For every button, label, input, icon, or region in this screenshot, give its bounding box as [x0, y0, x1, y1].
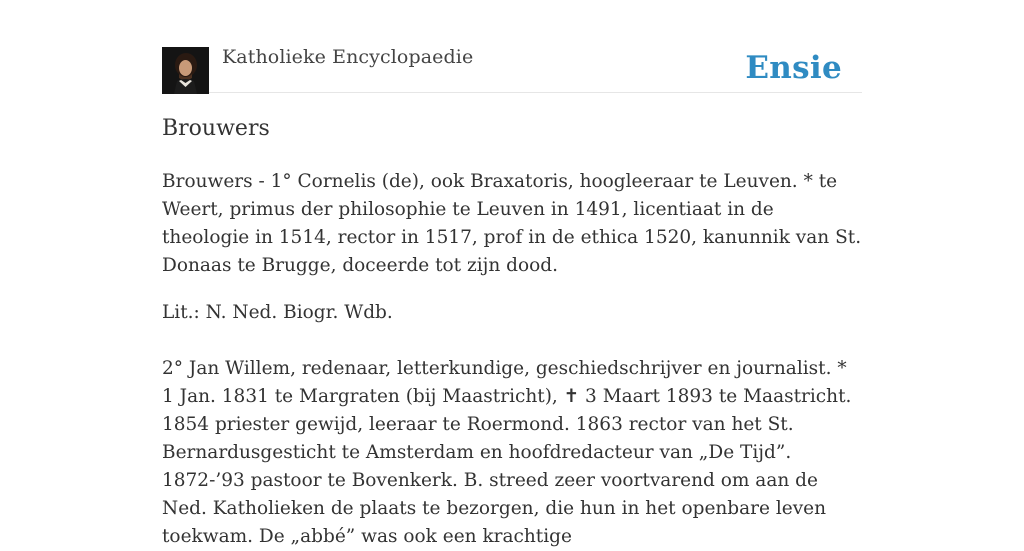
article-paragraph-literature: Lit.: N. Ned. Biogr. Wdb.: [162, 302, 393, 323]
avatar[interactable]: [162, 47, 209, 94]
site-title[interactable]: Katholieke Encyclopaedie: [222, 46, 474, 68]
page: [162, 0, 862, 547]
ensie-logo[interactable]: Ensie: [745, 50, 842, 86]
article-title: Brouwers: [162, 116, 270, 141]
site-header: [162, 0, 862, 93]
article-paragraph-2: 2° Jan Willem, redenaar, letterkundige, geschiedschrijver en journalist. * 1 Jan. 1831 te Margraten (bij Maastricht), ✝ 3 Maart 1893 te Maastricht. 1854 priester gewijd, leeraar te Roermond. 1863 rector van het St. Bernardusgesticht te Amsterdam en hoofdredacteur van „De Tijd”. 1872-’93 pastoor te Bovenkerk. B. streed zeer voortvarend om aan de Ned. Katholieken de plaats te bezorgen, die hun in het openbare leven toekwam. De „abbé” was ook een krachtige: [162, 358, 852, 547]
article-paragraph-1: Brouwers - 1° Cornelis (de), ook Braxatoris, hoogleeraar te Leuven. * te Weert, primus der philosophie te Leuven in 1491, licentiaat in de theologie in 1514, rector in 1517, prof in de ethica 1520, kanunnik van St. Donaas te Brugge, doceerde tot zijn dood.: [162, 171, 862, 276]
portrait-avatar-icon: [162, 47, 209, 94]
